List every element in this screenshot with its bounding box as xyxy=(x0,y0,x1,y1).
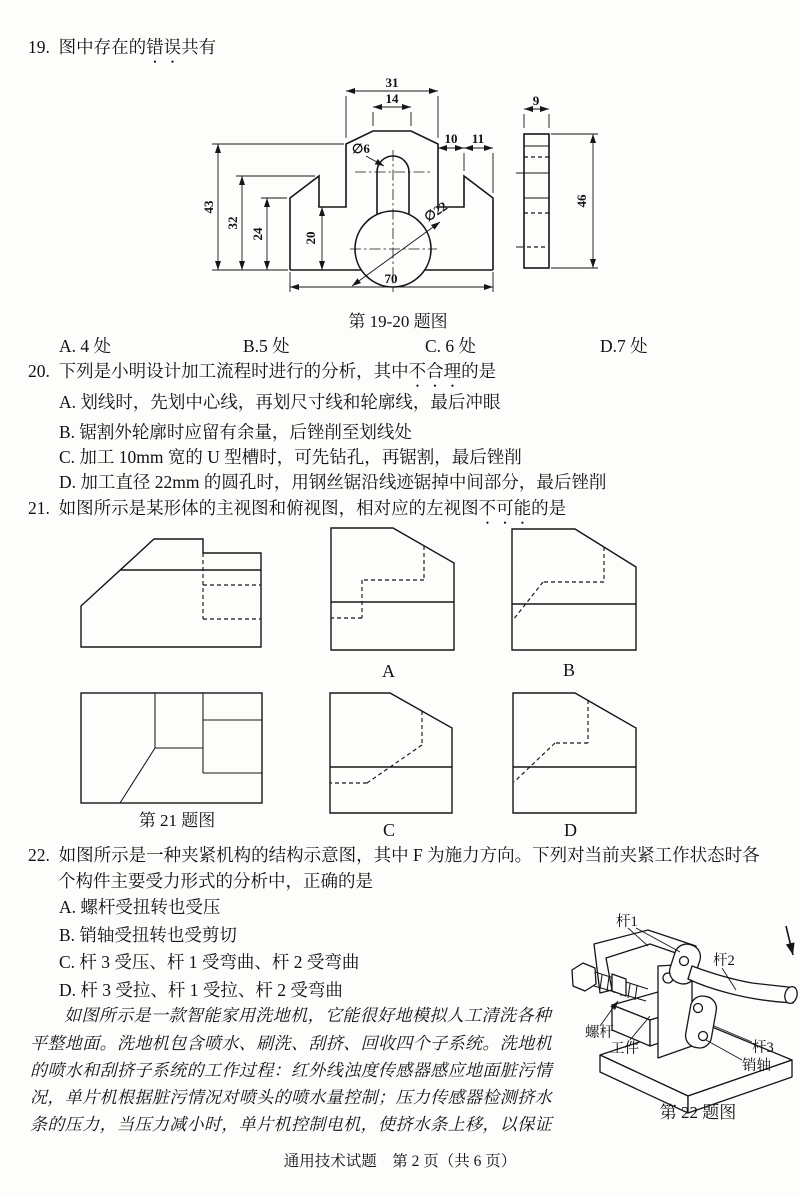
q22-option-d: D. 杆 3 受拉、杆 1 受拉、杆 2 受弯曲 xyxy=(59,980,343,1000)
dim-6: ∅6 xyxy=(352,141,370,156)
question-20-stem: 20. 下列是小明设计加工流程时进行的分析，其中不合理的是 xyxy=(28,361,497,381)
dim-10: 10 xyxy=(444,131,458,146)
q20-option-d: D. 加工直径 22mm 的圆孔时，用钢丝锯沿线迹锯掉中间部分，最后锉削 xyxy=(59,472,607,492)
q20-option-a: A. 划线时，先划中心线，再划尺寸线和轮廓线，最后冲眼 xyxy=(59,392,501,412)
figure-19-20-side-view xyxy=(516,93,598,268)
figure-22-clamp xyxy=(572,913,799,1113)
figure-21-option-c xyxy=(330,693,452,813)
question-number: 20. xyxy=(28,361,50,381)
label-xiaozhou: 销轴 xyxy=(742,1058,771,1074)
dim-32: 32 xyxy=(225,216,240,230)
label-gan2: 杆2 xyxy=(713,953,735,969)
figure-19-20-front-view xyxy=(290,131,493,292)
q19-option-c: C. 6 处 xyxy=(425,336,477,356)
dim-43: 43 xyxy=(201,200,216,214)
passage-line-5: 条的压力，当压力减小时，单片机控制电机，使挤水条上移，以保证 xyxy=(30,1115,552,1134)
figure-caption-22: 第 22 题图 xyxy=(659,1103,737,1122)
q19-option-d: D.7 处 xyxy=(600,336,648,356)
label-luogan: 螺杆 xyxy=(585,1025,614,1041)
passage-line-2: 平整地面。洗地机包含喷水、刷洗、刮挤、回收四个子系统。洗地机 xyxy=(30,1034,552,1053)
q21-option-d-label: D xyxy=(564,820,577,840)
page-footer: 通用技术试题 第 2 页（共 6 页） xyxy=(283,1153,517,1170)
dim-46: 46 xyxy=(574,194,589,208)
q20-option-b: B. 锯割外轮廓时应留有余量，后锉削至划线处 xyxy=(59,422,412,442)
dim-11: 11 xyxy=(471,131,485,146)
dim-20: 20 xyxy=(303,231,318,245)
q20-option-c: C. 加工 10mm 宽的 U 型槽时，可先钻孔，再锯割，最后锉削 xyxy=(59,447,522,467)
question-22-stem-line2: 个构件主要受力形式的分析中，正确的是 xyxy=(58,871,373,891)
dim-9: 9 xyxy=(532,93,540,108)
question-number: 22. xyxy=(28,845,50,865)
q19-option-a: A. 4 处 xyxy=(59,336,112,356)
q21-option-b-label: B xyxy=(563,660,576,680)
q22-option-a: A. 螺杆受扭转也受压 xyxy=(59,897,221,917)
question-21-stem: 21. 如图所示是某形体的主视图和俯视图，相对应的左视图不可能的是 xyxy=(28,498,567,518)
q19-option-b: B.5 处 xyxy=(243,336,290,356)
q21-option-a-label: A xyxy=(382,661,395,681)
figure-21-option-b xyxy=(512,529,636,650)
passage-line-4: 况，单片机根据脏污情况对喷头的喷水量控制；压力传感器检测挤水 xyxy=(30,1088,552,1107)
dim-70: 70 xyxy=(384,271,398,286)
figure-21-option-a xyxy=(331,528,454,650)
passage-line-1: 如图所示是一款智能家用洗地机，它能很好地模拟人工清洗各种 xyxy=(64,1006,552,1025)
question-19-stem: 19. 图中存在的错误共有 xyxy=(28,37,217,57)
passage-line-3: 的喷水和刮挤子系统的工作过程：红外线浊度传感器感应地面脏污情 xyxy=(30,1061,552,1080)
label-gan1: 杆1 xyxy=(616,914,638,930)
figure-21-front-view xyxy=(81,539,261,647)
figure-21-option-d xyxy=(513,693,636,813)
q21-option-c-label: C xyxy=(383,820,396,840)
question-number: 21. xyxy=(28,498,50,518)
figure-19-20-dimensions xyxy=(201,75,493,292)
q22-option-c: C. 杆 3 受压、杆 1 受弯曲、杆 2 受弯曲 xyxy=(59,952,360,972)
dim-24: 24 xyxy=(250,227,265,241)
dim-14: 14 xyxy=(385,91,399,106)
figure-caption-21: 第 21 题图 xyxy=(138,811,216,830)
question-22-stem-line1: 22. 如图所示是一种夹紧机构的结构示意图，其中 F 为施力方向。下列对当前夹紧工作状态时各 xyxy=(28,845,760,865)
label-gongjian: 工件 xyxy=(610,1041,639,1057)
question-number: 19. xyxy=(28,37,50,57)
dim-22: ∅22 xyxy=(421,198,450,225)
figure-caption-19-20: 第 19-20 题图 xyxy=(348,312,448,331)
q22-option-b: B. 销轴受扭转也受剪切 xyxy=(59,925,237,945)
figure-21-top-view xyxy=(81,693,262,803)
dim-31: 31 xyxy=(385,75,399,90)
label-gan3: 杆3 xyxy=(752,1040,774,1056)
